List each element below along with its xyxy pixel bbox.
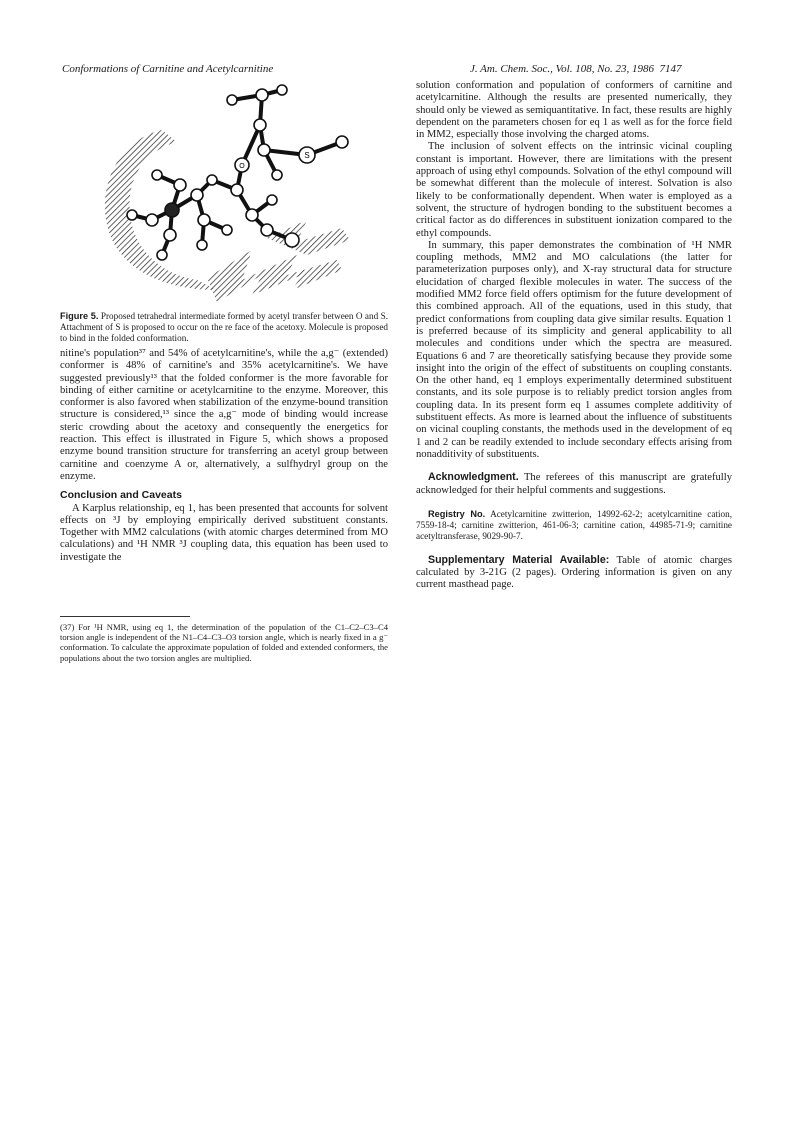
right-paragraph-2: The inclusion of solvent effects on the intrinsic vicinal coupling constant is important. However, there are limitations with the present approach of using ethyl compounds. Solvation of the ethyl compound will be somewhat different than the molecule of interest. Solvation is also likely to be conformationally dependent. When water is employed as a solvent, the structure of hydrogen bonding to the substituent becomes a critical factor as do differences in substituent ionization compared to the ethyl compounds. [416,141,732,239]
left-paragraph-2: A Karplus relationship, eq 1, has been presented that accounts for solvent effects on ³J by employing empirically derived substituent constants. Together with MM2 calculations (with atomic charges determined from MO calculations) and ¹H NMR ³J coupling data, this equation has been used to investigate the [60,502,388,563]
supplementary-text: Table of atomic charges calculated by 3-21G (2 pages). Ordering information is given on any current masthead page. [416,554,732,591]
left-paragraph-1: nitine's population³⁷ and 54% of acetylcarnitine's, while the a,g⁻ (extended) conformer is 48% of carnitine's and 35% acetylcarnitine's. We have suggested previously¹³ that the folded conformer is the more favorable for binding of either carnitine or acetylcarnitine to the enzyme. Moreover, this conformer is also favored when stabilization of the enzyme-bound transition structure is considered,¹³ since the a,g⁻ mode of binding would increase steric crowding about the acetoxy and consequently the energetics for reaction. This effect is illustrated in Figure 5, which shows a proposed enzyme bound transition structure for transferring an acetyl group between carnitine and coenzyme A or, alternatively, a sulfhydryl group on the enzyme. [60,348,388,482]
atom-label-s: S [304,151,310,160]
section-heading-conclusion: Conclusion and Caveats [60,489,182,502]
atom-label-o: O [239,163,245,170]
running-header-journal: J. Am. Chem. Soc., Vol. 108, No. 23, 1986 7147 [470,63,682,75]
figure-5-caption-text: Proposed tetrahedral intermediate formed by acetyl transfer between O and S. Attachment of S is proposed to occur on the re face of the acetoxy. Molecule is proposed to bind in the folded conformation. [60,311,389,343]
acknowledgment [416,471,732,497]
registry-text: Acetylcarnitine zwitterion, 14992-62-2; acetylcarnitine cation, 7559-18-4; carnitine zwitterion, 461-06-3; carnitine cation, 44985-71-9; carnitine acetyltransferase, 9029-90-7. [416,508,732,541]
enzyme-surface-lower [207,250,342,302]
right-paragraph-1: solution conformation and population of conformers of carnitine and acetylcarnitine. Although the results are presented numerically, they should only be viewed as semiquantitative. In fact, these results are highly dependent on the parameters chosen for eq 1 as well as for the force field in MM2, especially those involving the charged atoms. [416,80,732,141]
acknowledgment-text: The referees of this manuscript are gratefully acknowledged for their helpful comments and suggestions. [416,472,732,496]
right-paragraph-3: In summary, this paper demonstrates the combination of ¹H NMR coupling methods, MM2 and MO calculations (the latter for parameterization purposes only), and X-ray structural data for structure elucidation of charged flexible molecules in water. The success of the modified MM2 force field offers optimism for the future development of this combined approach. All of the equations, used in this study, that predict conformations from coupling data give similar results. Equation 1 is preferred because of its simplicity and general applicability to all molecules and conditions under which the spectra are measured. Equations 6 and 7 are theoretically satisfying because they provide some insight into the origin of the effect of substituents on coupling constants. On the other hand, eq 1 employs experimentally determined substituent constants, and its sole purpose is to reliably predict torsion angles from coupling data. In its present form eq 1 assumes complete additivity of substituent effects. As more is learned about the influence of substituents on vicinal coupling constants, the methods used in the development of eq 1 and 2 can be readily extended to include secondary effects arising from nonadditivity of substituents. [416,239,732,460]
acknowledgment-label: Acknowledgment. [428,471,519,484]
left-column [60,348,388,564]
figure-5-label: Figure 5. [60,311,99,321]
figure-5-molecule-illustration [92,80,382,305]
enzyme-surface-right [267,220,350,255]
footnote-37: (37) For ¹H NMR, using eq 1, the determination of the population of the C1–C2–C3–C4 torsion angle is independent of the N1–C4–C3–O3 torsion angle, which is nearly fixed in a g⁻ conformation. To calculate the approximate population of folded and extended conformers, the populations about the two torsion angles are multiplied. [60,622,388,663]
running-header-title: Conformations of Carnitine and Acetylcarnitine [62,63,274,75]
supplementary-material [416,554,732,592]
registry-numbers [416,509,732,542]
supplementary-label: Supplementary Material Available: [428,553,610,566]
footnote-rule [60,616,190,617]
figure-5-caption [60,311,388,344]
right-column [416,80,732,592]
registry-label: Registry No. [428,508,486,519]
